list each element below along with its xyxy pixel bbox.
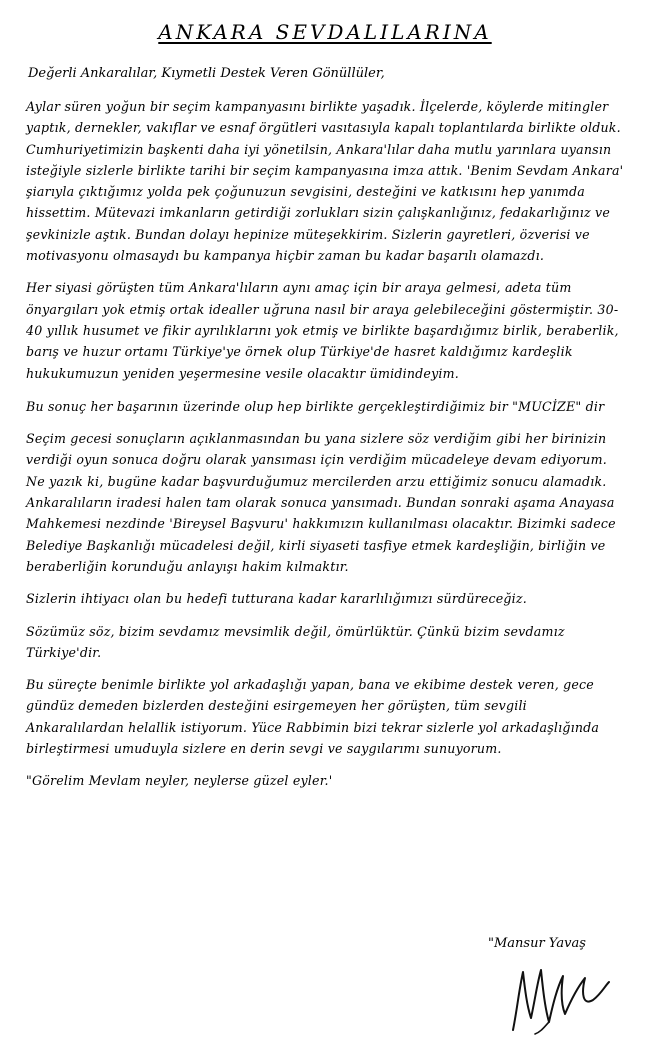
paragraph-miracle: Bu sonuç her başarının üzerinde olup hep birlikte gerçekleştirdiğimiz bir "MUCİZE" dir: [26, 398, 605, 414]
paragraph-promise: Sözümüz söz, bizim sevdamız mevsimlik değil, ömürlüktür. Çünkü bizim sevdamız Türkiye'dir.: [26, 623, 565, 660]
signature-mark: [505, 960, 615, 1035]
signer-name: "Mansur Yavaş: [488, 936, 586, 951]
paragraph-campaign: Aylar süren yoğun bir seçim kampanyasını birlikte yaşadık. İlçelerde, köylerde mitingler yaptık, dernekler, vakıflar ve esnaf örgütleri vasıtasıyla kapalı toplantılarda birlikte olduk. Cumhuriyetimizin başkenti daha iyi yönetilsin, Ankara'lılar daha mutlu yarınlara uyansın isteğiyle sizlerle birlikte tarihi bir seçim kampanyasına imza attık. 'Benim Sevdam Ankara' şiarıyla çıktığımız yolda pek çoğunuzun sevgisini, desteğini ve katkısını hep yanımda hissettim. Mütevazi imkanların getirdiği zorlukları sizin çalışkanlığınız, fedakarlığınız ve şevkinizle aştık. Bundan dolayı hepinize müteşekkirim. Sizlerin gayretleri, özverisi ve motivasyonu olmasaydı bu kampanya hiçbir zaman bu kadar başarılı olamazdı.: [26, 99, 624, 264]
letter-greeting: Değerli Ankaralılar, Kıymetli Destek Veren Gönüllüler,: [28, 66, 385, 81]
letter-body: [26, 96, 624, 792]
paragraph-unity: Her siyasi görüşten tüm Ankara'lıların aynı amaç için bir araya gelmesi, adeta tüm önyargıları yok etmiş ortak idealler uğruna nasıl bir araya gelebileceğini göstermiştir. 30-40 yıllık husumet ve fikir ayrılıklarını yok etmiş ve birlikte başardığımız birlik, beraberlik, barış ve huzur ortamı Türkiye'ye örnek olup Türkiye'de hasret kaldığımız kardeşlik hukukumuzun yeniden yeşermesine vesile olacaktır ümidindeyim.: [26, 280, 619, 381]
paragraph-struggle: Seçim gecesi sonuçların açıklanmasından bu yana sizlere söz verdiğim gibi her birinizin verdiği oyun sonuca doğru olarak yansıması için verdiğim mücadeleye devam ediyorum. Ne yazık ki, bugüne kadar başvurduğumuz mercilerden arzu ettiğimiz sonucu alamadık. Ankaralıların iradesi halen tam olarak sonuca yansımadı. Bundan sonraki aşama Anayasa Mahkemesi nezdinde 'Bireysel Başvuru' hakkımızın kullanılması olacaktır. Bizimki sadece Belediye Başkanlığı mücadelesi değil, kirli siyaseti tasfiye etmek kardeşliğin, birliğin ve beraberliğin korunduğu anlayışı hakim kılmaktır.: [26, 431, 616, 574]
paragraph-determination: Sizlerin ihtiyacı olan bu hedefi tutturana kadar kararlılığımızı sürdüreceğiz.: [26, 591, 527, 607]
paragraph-thanks: Bu süreçte benimle birlikte yol arkadaşlığı yapan, bana ve ekibime destek veren, gece gündüz demeden bizlerden desteğini esirgemeyen her görüşten, tüm sevgili Ankaralılardan helallik istiyorum. Yüce Rabbimin bizi tekrar sizlerle yol arkadaşlığında birleştirmesi umuduyla sizlere en derin sevgi ve saygılarımı sunuyorum.: [26, 677, 600, 757]
paragraph-closing-quote: "Görelim Mevlam neyler, neylerse güzel eyler.': [26, 773, 333, 789]
letter-title: ANKARA SEVDALILARINA: [158, 20, 492, 44]
